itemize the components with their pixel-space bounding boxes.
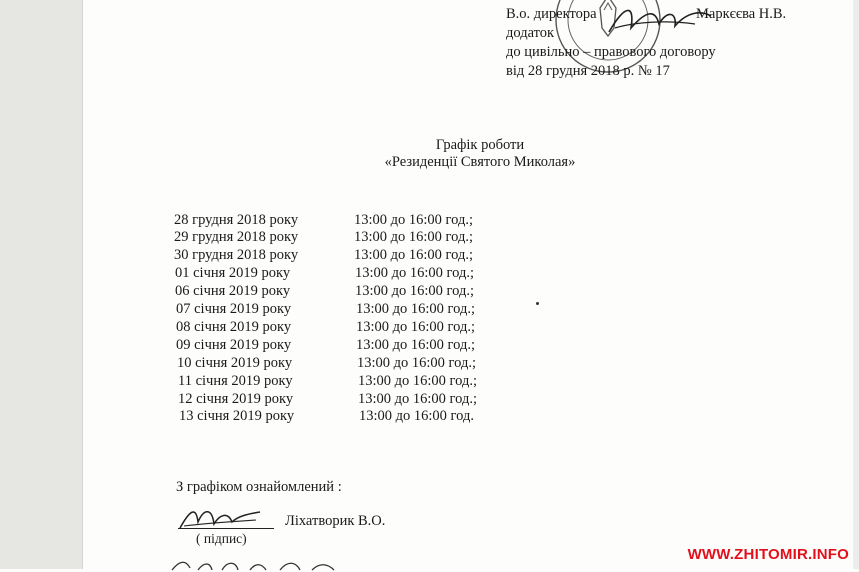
schedule-time: 13:00 до 16:00 год.; [356,319,476,335]
scan-margin-left [0,0,83,569]
header-contract-date: від 28 грудня 2018 р. № 17 [506,63,670,79]
schedule-time: 13:00 до 16:00 год.; [355,265,475,281]
document-subtitle: «Резиденції Святого Миколая» [384,154,576,170]
employee-name: Ліхатворик В.О. [285,513,386,529]
schedule-time: 13:00 до 16:00 год.; [355,283,475,299]
schedule-time: 13:00 до 16:00 год.; [358,373,478,389]
schedule-date: 08 січня 2019 року [176,319,292,335]
header-director-name: Маркєєва Н.В. [696,6,787,22]
schedule-date: 11 січня 2019 року [178,373,293,389]
schedule-time: 13:00 до 16:00 год. [359,408,474,424]
document-title: Графік роботи [435,137,525,153]
schedule-date: 30 грудня 2018 року [174,247,299,263]
schedule-date: 12 січня 2019 року [178,391,294,407]
header-contract: до цивільно – правового договору [506,44,716,60]
schedule-date: 29 грудня 2018 року [174,229,299,245]
schedule-time: 13:00 до 16:00 год.; [354,229,474,245]
schedule-time: 13:00 до 16:00 год.; [357,355,477,371]
schedule-date: 07 січня 2019 року [176,301,292,317]
schedule-date: 28 грудня 2018 року [174,212,299,228]
schedule-date: 10 січня 2019 року [177,355,293,371]
schedule-time: 13:00 до 16:00 год.; [356,301,476,317]
schedule-date: 01 січня 2019 року [175,265,291,281]
site-watermark: WWW.ZHITOMIR.INFO [687,546,849,563]
schedule-time: 13:00 до 16:00 год.; [354,212,474,228]
scan-margin-right [853,0,859,569]
schedule-time: 13:00 до 16:00 год.; [358,391,478,407]
header-appendix: додаток [506,25,555,41]
scan-speck [536,302,539,305]
schedule-time: 13:00 до 16:00 год.; [354,247,474,263]
schedule-date: 13 січня 2019 року [179,408,295,424]
signature-line [178,528,274,529]
header-position: В.о. директора [506,6,597,22]
schedule-date: 09 січня 2019 року [176,337,292,353]
schedule-time: 13:00 до 16:00 год.; [356,337,476,353]
schedule-date: 06 січня 2019 року [175,283,291,299]
signature-caption: ( підпис) [196,531,247,546]
handwriting-fragment [170,558,370,572]
acknowledgement-text: З графіком ознайомлений : [176,479,342,495]
